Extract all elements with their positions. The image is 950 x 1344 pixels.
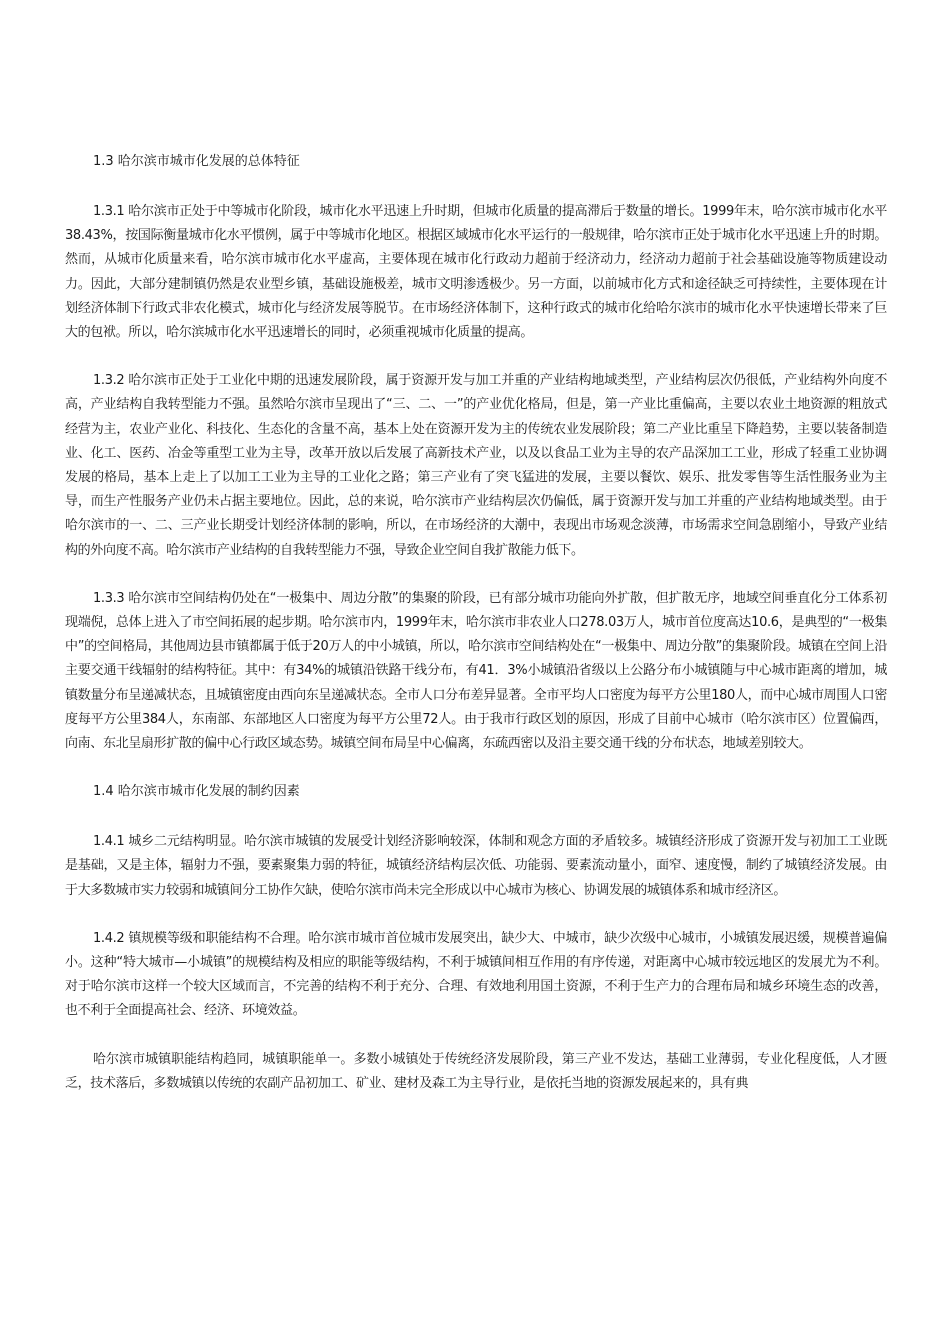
paragraph-1-3-1: 1.3.1 哈尔滨市正处于中等城市化阶段，城市化水平迅速上升时期，但城市化质量的提高滞后于数量的增长。1999年末，哈尔滨市城市化水平38.43%，按国际衡量城市化水平惯例，属于中等城市化地区。根据区域城市化水平运行的一般规律，哈尔滨市正处于城市化水平迅速上升的时期。然而，从城市化质量来看，哈尔滨市城市化水平虚高，主要体现在城市化行政动力超前于经济动力，经济动力超前于社会基础设施等物质建设动力。因此，大部分建制镇仍然是农业型乡镇，基础设施极差，城市文明渗透极少。另一方面，以前城市化方式和途径缺乏可持续性，主要体现在计划经济体制下行政式非农化模式，城市化与经济发展等脱节。在市场经济体制下，这种行政式的城市化给哈尔滨市的城市化水平快速增长带来了巨大的包袱。所以，哈尔滨城市化水平迅速增长的同时，必须重视城市化质量的提高。 xyxy=(65,204,887,341)
paragraph-1-4-2-continued: 哈尔滨市城镇职能结构趋同，城镇职能单一。多数小城镇处于传统经济发展阶段，第三产业不发达，基础工业薄弱，专业化程度低，人才匮乏，技术落后，多数城镇以传统的农副产品初加工、矿业、建材及森工为主导行业，是依托当地的资源发展起来的，具有典 xyxy=(65,1051,887,1091)
paragraph-1-4-2: 1.4.2 镇规模等级和职能结构不合理。哈尔滨市城市首位城市发展突出，缺少大、中城市，缺少次级中心城市，小城镇发展迟缓，规模普遍偏小。这种“特大城市—小城镇”的规模结构及相应的职能等级结构，不利于城镇间相互作用的有序传递，对距离中心城市较远地区的发展尤为不利。对于哈尔滨市这样一个较大区域而言，不完善的结构不利于充分、合理、有效地利用国土资源，不利于生产力的合理布局和城乡环境生态的改善，也不利于全面提高社会、经济、环境效益。 xyxy=(65,930,887,1019)
section-heading-1-4: 1.4 哈尔滨市城市化发展的制约因素 xyxy=(93,784,300,800)
paragraph-1-4-1: 1.4.1 城乡二元结构明显。哈尔滨市城镇的发展受计划经济影响较深，体制和观念方面的矛盾较多。城镇经济形成了资源开发与初加工工业既是基础，又是主体，辐射力不强，要素聚集力弱的特征，城镇经济结构层次低、功能弱、要素流动量小，面窄、速度慢，制约了城镇经济发展。由于大多数城市实力较弱和城镇间分工协作欠缺，使哈尔滨市尚未完全形成以中心城市为核心、协调发展的城镇体系和城市经济区。 xyxy=(65,834,887,898)
paragraph-1-3-2: 1.3.2 哈尔滨市正处于工业化中期的迅速发展阶段，属于资源开发与加工并重的产业结构地域类型，产业结构层次仍很低，产业结构外向度不高，产业结构自我转型能力不强。虽然哈尔滨市呈现出了“三、二、一”的产业优化格局，但是，第一产业比重偏高，主要以农业土地资源的粗放式经营为主，农业产业化、科技化、生态化的含量不高，基本上处在资源开发为主的传统农业发展阶段；第二产业比重呈下降趋势，主要以装备制造业、化工、医药、冶金等重型工业为主导，改革开放以后发展了高新技术产业，以及以食品工业为主导的农产品深加工工业，形成了轻重工业协调发展的格局，基本上走上了以加工工业为主导的工业化之路；第三产业有了突飞猛进的发展，主要以餐饮、娱乐、批发零售等生活性服务业为主导，而生产性服务产业仍未占据主要地位。因此，总的来说，哈尔滨市产业结构层次仍偏低，属于资源开发与加工并重的产业结构地域类型。由于哈尔滨市的一、二、三产业长期受计划经济体制的影响，所以，在市场经济的大潮中，表现出市场观念淡薄，市场需求空间急剧缩小，导致产业结构的外向度不高。哈尔滨市产业结构的自我转型能力不强，导致企业空间自我扩散能力低下。 xyxy=(65,373,887,558)
section-heading-1-3: 1.3 哈尔滨市城市化发展的总体特征 xyxy=(93,154,300,169)
document-page xyxy=(65,150,887,1120)
paragraph-1-3-3: 1.3.3 哈尔滨市空间结构仍处在“一极集中、周边分散”的集聚的阶段，已有部分城市功能向外扩散，但扩散无序，地域空间垂直化分工体系初现端倪，总体上进入了市空间拓展的起步期。哈尔滨市内，1999年末，哈尔滨市非农业人口278.03万人，城市首位度高达10.6，是典型的“一极集中”的空间格局，其他周边县市镇都属于低于20万人的中小城镇，所以，哈尔滨市空间结构处在“一极集中、周边分散”的集聚阶段。城镇在空间上沿主要交通干线辐射的结构特征。其中：有34%的城镇沿铁路干线分布，有41．3%小城镇沿省级以上公路分布小城镇随与中心城市距离的增加，城镇数量分布呈递减状态，且城镇密度由西向东呈递减状态。全市人口分布差异显著。全市平均人口密度为每平方公里180人，而中心城市周围人口密度每平方公里384人，东南部、东部地区人口密度为每平方公里72人。由于我市行政区划的原因，形成了目前中心城市（哈尔滨市区）位置偏西，向南、东北呈扇形扩散的偏中心行政区域态势。城镇空间布局呈中心偏离，东疏西密以及沿主要交通干线的分布状态，地域差别较大。 xyxy=(65,590,887,752)
